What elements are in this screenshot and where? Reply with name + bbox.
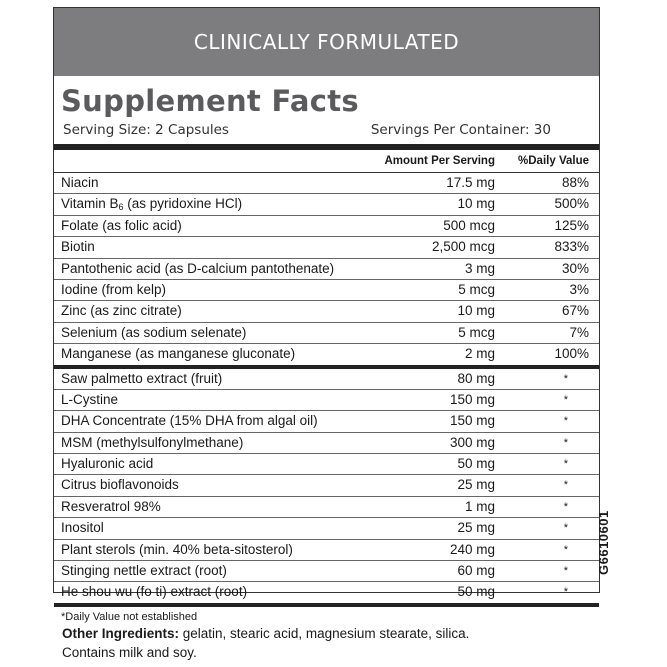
nutrient-name: Niacin [61,175,99,190]
table-row [54,518,599,539]
nutrient-name: MSM (methylsulfonylmethane) [61,434,244,450]
table-row [54,237,599,258]
nutrient-daily-value: * [563,500,568,513]
banner: CLINICALLY FORMULATED [54,8,599,76]
nutrient-name: DHA Concentrate (15% DHA from algal oil) [61,413,318,429]
nutrient-name: Vitamin $B_6$ (as pyridoxine HCl) [61,196,243,213]
table-row [54,369,599,390]
nutrient-amount: 50 mg [457,584,495,600]
nutrient-name: He shou wu (fo ti) extract (root) [61,584,248,600]
table-row [54,194,599,215]
nutrient-amount: 25 mg [457,477,495,493]
table-row [54,390,599,411]
nutrient-daily-value: 67% [561,303,589,319]
nutrient-daily-value: * [563,522,568,535]
nutrient-daily-value: * [563,372,568,385]
table-row [54,454,599,475]
nutrient-amount: 50 mg [457,456,495,472]
panel-title: Supplement Facts [61,84,359,118]
table-row [54,280,599,301]
nutrient-name: Plant sterols (min. 40% beta-sitosterol) [61,541,293,557]
dv-header: %Daily Value [518,155,589,167]
table-row [54,301,599,322]
nutrient-daily-value: 833% [554,239,589,255]
serving-size: Serving Size: 2 Capsules [63,122,229,138]
nutrient-name: Hyaluronic acid [61,456,154,472]
other-nutrients-table [54,369,599,603]
nutrient-name: Resveratrol 98% [61,498,161,514]
table-row [54,475,599,496]
amount-header: Amount Per Serving [384,155,495,167]
servings-per-container: Servings Per Container: 30 [370,122,551,138]
nutrient-name: Pantothenic acid (as D-calcium pantothenate) [61,260,335,276]
nutrient-name: Inositol [61,520,104,536]
nutrient-name: Saw palmetto extract (fruit) [61,370,223,386]
nutrient-amount: 60 mg [457,563,495,579]
nutrient-amount: 300 mg [449,434,495,450]
nutrient-daily-value: * [563,458,568,471]
nutrient-amount: 80 mg [457,370,495,386]
nutrient-amount: 3 mg [464,260,495,276]
nutrient-daily-value: 100% [554,346,589,362]
table-row [54,561,599,582]
nutrient-daily-value: * [563,565,568,578]
column-header [54,150,599,173]
nutrient-daily-value: * [563,436,568,449]
nutrient-daily-value: * [563,393,568,406]
table-row [54,433,599,454]
table-row [54,497,599,518]
table-row [54,216,599,237]
table-row [54,173,599,194]
table-row [54,540,599,561]
supplement-facts-panel [53,7,600,623]
nutrient-name: L-Cystine [61,391,119,407]
table-row [54,344,599,364]
table-row [54,582,599,602]
nutrient-amount: 150 mg [449,391,495,407]
nutrient-daily-value: * [563,479,568,492]
nutrient-name: Zinc (as zinc citrate) [61,303,182,319]
nutrient-amount: 25 mg [457,520,495,536]
nutrient-amount: 5 mcg [458,324,495,340]
other-ingredients-label: Other Ingredients: [62,626,180,641]
nutrient-daily-value: 500% [554,196,589,212]
nutrient-amount: 500 mcg [443,217,495,233]
nutrient-daily-value: * [563,415,568,428]
other-ingredients-text: gelatin, stearic acid, magnesium stearate, silica. [179,626,470,641]
nutrient-name: Selenium (as sodium selenate) [61,324,247,340]
nutrient-daily-value: * [563,586,568,599]
nutrient-name: Stinging nettle extract (root) [61,563,227,579]
table-row [54,323,599,344]
serving-info [54,120,599,140]
table-row [54,411,599,432]
nutrient-daily-value: * [563,543,568,556]
vitamins-table [54,173,599,365]
nutrient-name: Manganese (as manganese gluconate) [61,346,296,362]
nutrient-amount: 10 mg [457,303,495,319]
nutrient-daily-value: 3% [569,281,589,297]
nutrient-amount: 150 mg [449,413,495,429]
table-row [54,259,599,280]
nutrient-amount: 10 mg [457,196,495,212]
nutrient-daily-value: 7% [569,324,589,340]
nutrient-daily-value: 30% [561,260,589,276]
nutrient-amount: 240 mg [449,541,495,557]
nutrient-amount: 2,500 mcg [431,239,495,255]
allergen-statement: Contains milk and soy. [62,645,197,660]
nutrient-amount: 2 mg [464,346,495,362]
nutrient-daily-value: 88% [561,175,589,190]
nutrient-amount: 17.5 mg [446,175,495,190]
nutrient-name: Biotin [61,239,95,255]
nutrient-name: Folate (as folic acid) [61,217,182,233]
nutrient-amount: 1 mg [464,498,495,514]
nutrient-amount: 5 mcg [458,281,495,297]
nutrient-name: Citrus bioflavonoids [61,477,179,493]
other-ingredients [62,624,582,662]
footnote: *Daily Value not established [61,610,198,623]
nutrient-name: Iodine (from kelp) [61,281,167,297]
nutrient-daily-value: 125% [554,217,589,233]
product-code: G6610601 [596,510,611,575]
